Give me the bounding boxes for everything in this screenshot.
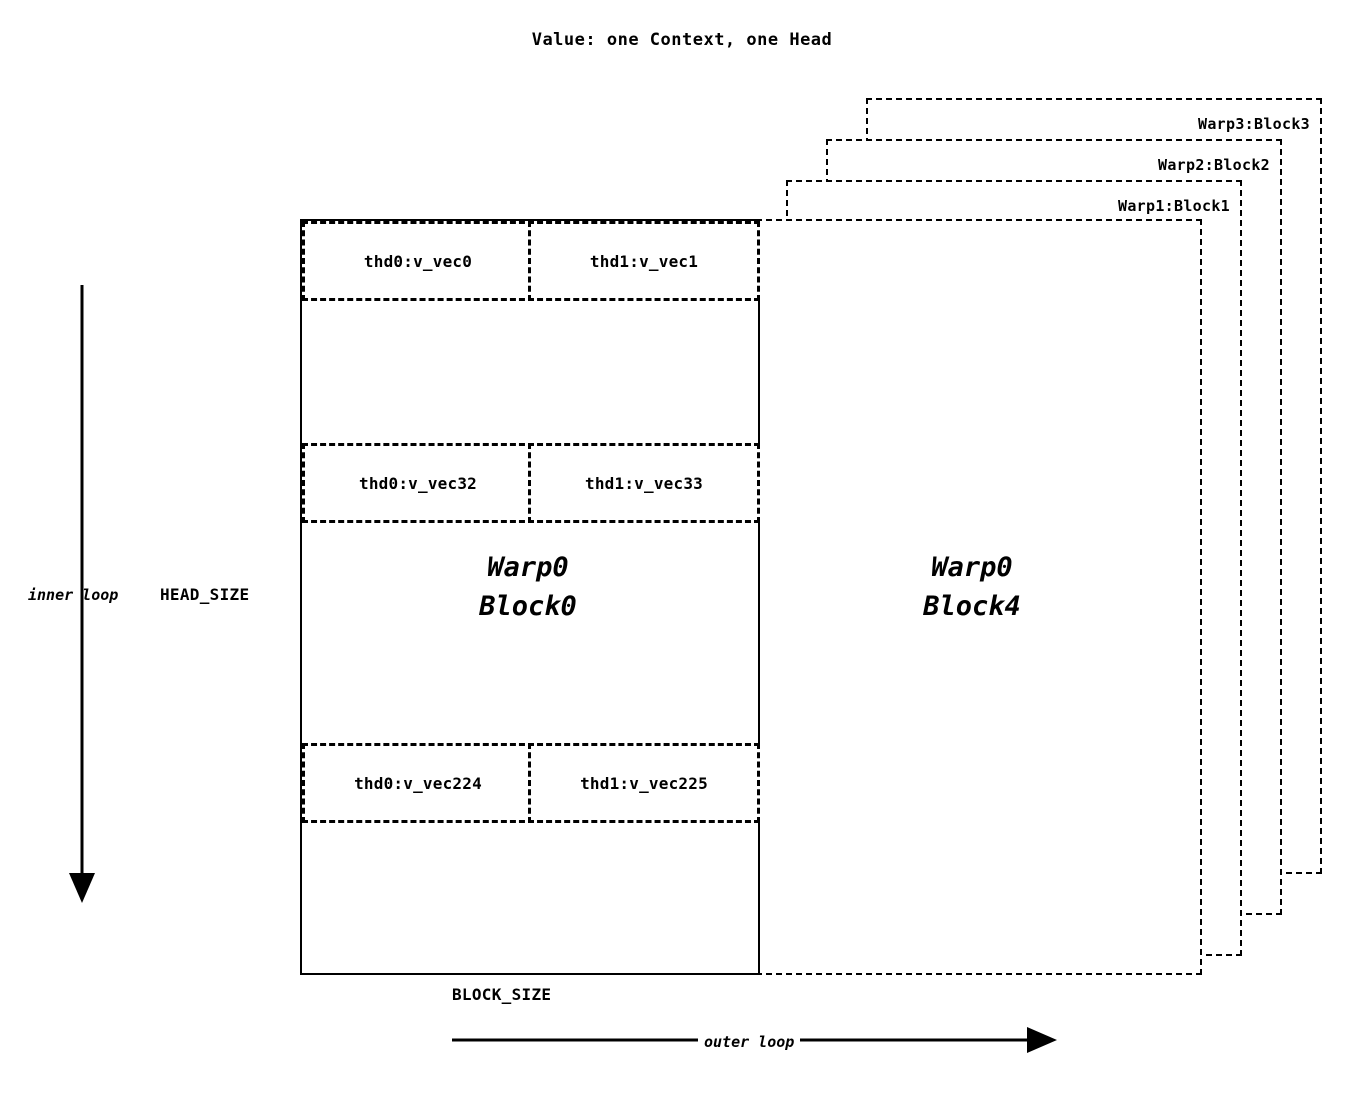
inner-loop-label: inner loop — [28, 586, 119, 604]
thread-cell-right-row1: thd1:v_vec33 — [528, 443, 760, 523]
outer-loop-label: outer loop — [698, 1033, 800, 1051]
thread-cell-left-row0: thd0:v_vec0 — [302, 221, 534, 301]
thread-cell-right-row2: thd1:v_vec225 — [528, 743, 760, 823]
page-title: Value: one Context, one Head — [531, 30, 833, 50]
panel-block0-label — [300, 548, 756, 626]
thread-cell-left-row2: thd0:v_vec224 — [302, 743, 534, 823]
stack-label-2: Warp2:Block2 — [1158, 156, 1270, 174]
panel-block0-block: Block0 — [479, 591, 577, 623]
panel-block4-warp: Warp0 — [931, 552, 1013, 583]
panel-block0-warp: Warp0 — [487, 552, 569, 583]
block-size-label: BLOCK_SIZE — [452, 985, 552, 1004]
panel-block4-label — [746, 548, 1198, 626]
thread-cell-left-row1: thd0:v_vec32 — [302, 443, 534, 523]
stack-label-1: Warp1:Block1 — [1118, 197, 1230, 215]
thread-cell-right-row0: thd1:v_vec1 — [528, 221, 760, 301]
stack-label-3: Warp3:Block3 — [1198, 115, 1310, 133]
head-size-label: HEAD_SIZE — [160, 585, 250, 604]
panel-block4-block: Block4 — [923, 591, 1021, 623]
